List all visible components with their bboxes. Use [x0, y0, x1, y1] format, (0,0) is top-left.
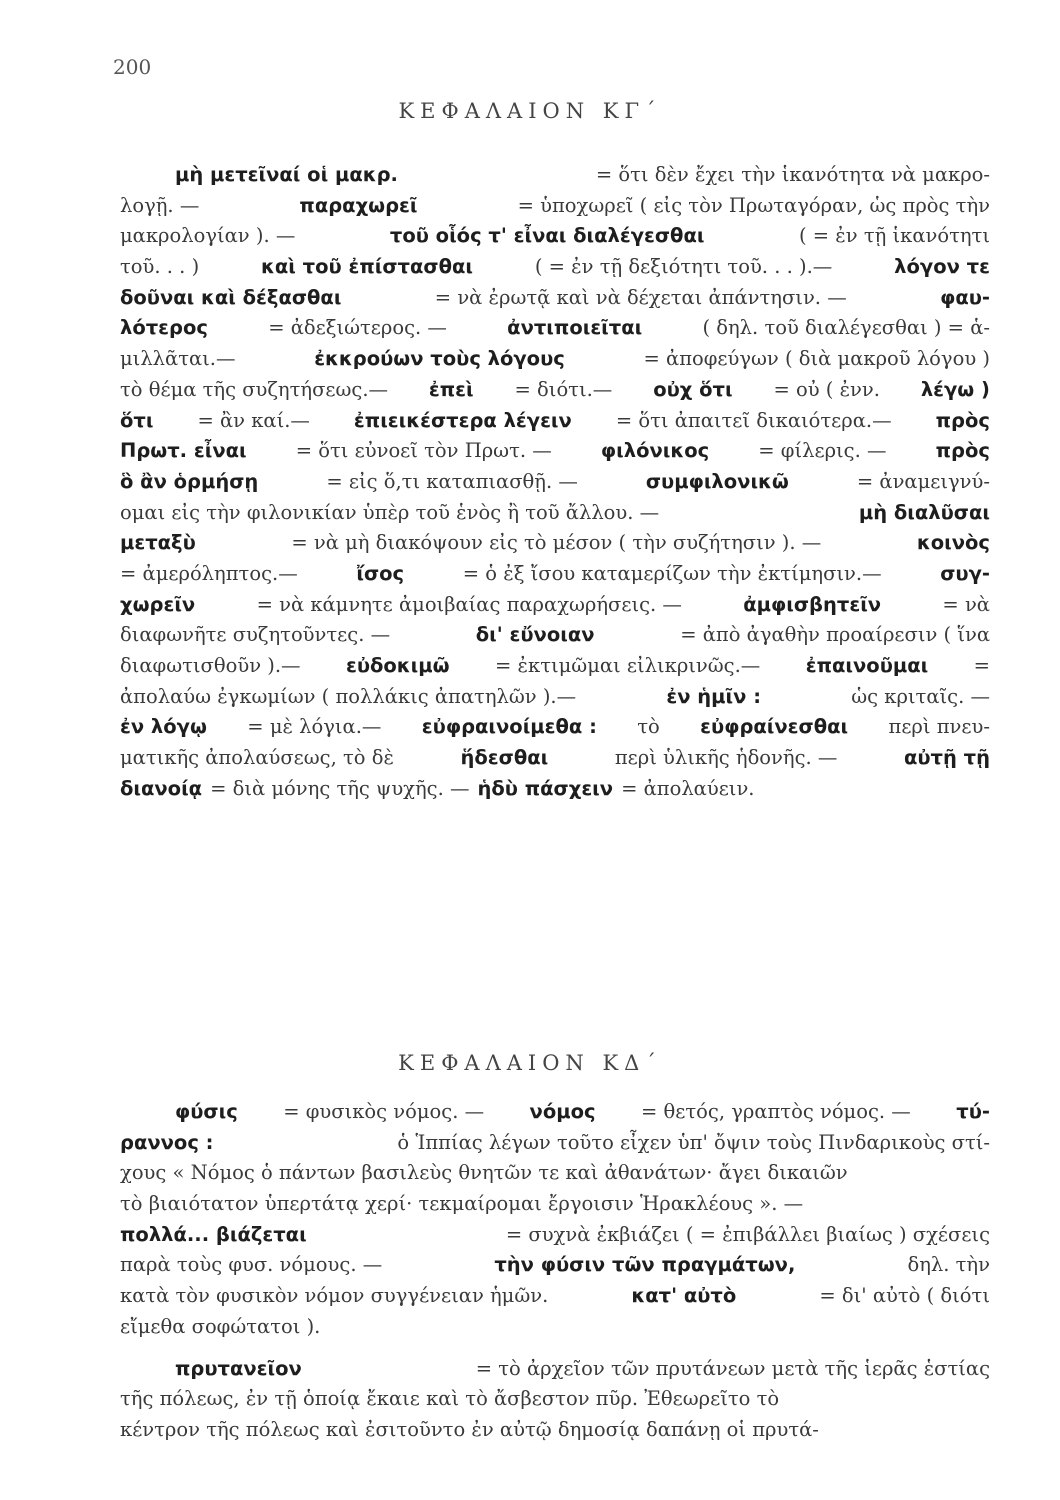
glossary-text: = ὅτι ἀπαιτεῖ δικαιότερα.—: [615, 408, 892, 432]
glossary-text: = νὰ: [942, 592, 990, 616]
glossary-text: = μὲ λόγια.—: [247, 715, 382, 739]
glossary-text: ματικῆς ἀπολαύσεως, τὸ δὲ: [120, 746, 394, 770]
glossary-term: φιλόνικος: [600, 439, 710, 463]
glossary-text: = εἰς ὅ,τι καταπιασθῇ. —: [326, 469, 578, 493]
glossary-term: λέγω ): [920, 377, 990, 401]
chapter-glossary-text: [120, 1097, 990, 1446]
text-line: [120, 620, 990, 651]
glossary-text: = ἀμερόληπτος.—: [120, 561, 298, 585]
glossary-term: διανοίᾳ: [120, 776, 203, 800]
glossary-term: ὅτι: [120, 408, 154, 432]
text-line: [120, 191, 990, 222]
glossary-term: ἀντιποιεῖται: [507, 316, 643, 340]
glossary-term: μὴ μετεῖναί οἱ μακρ.: [175, 163, 398, 186]
glossary-term: λόγον τε: [894, 255, 990, 279]
glossary-term: δι' εὔνοιαν: [475, 623, 595, 647]
glossary-text: = ὅτι εὐνοεῖ τὸν Πρωτ. —: [295, 439, 552, 463]
glossary-text: τὸ θέμα τῆς συζητήσεως.—: [120, 377, 389, 401]
glossary-text: τῆς πόλεως, ἐν τῇ ὁποίᾳ ἔκαιε καὶ τὸ ἄσβεστον πῦρ. Ἐθεωρεῖτο τὸ: [120, 1387, 780, 1411]
text-line: [120, 743, 990, 774]
text-line: [120, 1220, 990, 1251]
glossary-term: παραχωρεῖ: [299, 193, 418, 217]
glossary-text: διαφωτισθοῦν ).—: [120, 654, 301, 677]
chapter-heading: ΚΕΦΑΛΑΙΟΝ ΚΔ΄: [398, 1051, 662, 1075]
glossary-term: τὴν φύσιν τῶν πραγμάτων,: [494, 1253, 796, 1277]
text-line: [120, 252, 990, 283]
text-line: [120, 436, 990, 467]
text-line: [120, 498, 990, 529]
glossary-text: = ἀπολαύειν.: [621, 776, 755, 800]
text-line: [120, 344, 990, 375]
text-line: [120, 1158, 990, 1189]
glossary-text: ὡς κριταῖς. —: [851, 684, 990, 708]
glossary-term: ἐν λόγῳ: [120, 715, 207, 739]
glossary-text: = νὰ κάμνητε ἀμοιβαίας παραχωρήσεις. —: [256, 592, 682, 616]
glossary-term: ραννος :: [120, 1130, 214, 1154]
text-line: [120, 1250, 990, 1281]
glossary-term: νόμος: [529, 1100, 596, 1123]
glossary-term: κατ' αὐτὸ: [631, 1284, 737, 1308]
glossary-text: = νὰ ἐρωτᾷ καὶ νὰ δέχεται ἀπάντησιν. —: [434, 285, 847, 309]
text-line: [120, 1354, 990, 1385]
glossary-text: κέντρον τῆς πόλεως καὶ ἐσιτοῦντο ἐν αὐτῷ δημοσίᾳ δαπάνῃ οἱ πρυτά-: [120, 1417, 819, 1441]
glossary-text: τὸ βιαιότατον ὑπερτάτᾳ χερί· τεκμαίρομαι ἔργοισιν Ἡρακλέους ». —: [120, 1192, 804, 1216]
glossary-text: = ὁ ἐξ ἴσου καταμερίζων τὴν ἐκτίμησιν.—: [462, 561, 882, 585]
glossary-term: πρυτανεῖον: [175, 1356, 302, 1380]
glossary-text: περὶ ὑλικῆς ἡδονῆς. —: [614, 746, 838, 770]
text-line: [120, 682, 990, 713]
glossary-text: μιλλᾶται.—: [120, 347, 236, 371]
text-line: [120, 1415, 990, 1446]
glossary-term: φαυ-: [940, 285, 990, 309]
glossary-text: παρὰ τοὺς φυσ. νόμους. —: [120, 1253, 383, 1277]
glossary-text: ( = ἐν τῇ δεξιότητι τοῦ. . . ).—: [534, 255, 833, 279]
glossary-text: = συχνὰ ἐκβιάζει ( = ἐπιβάλλει βιαίως ) σχέσεις: [505, 1222, 990, 1246]
glossary-text: = ἀπὸ ἀγαθὴν προαίρεσιν ( ἵνα: [680, 623, 990, 647]
text-line: [120, 712, 990, 743]
chapter-glossary-text: [120, 160, 990, 804]
glossary-text: τοῦ. . . ): [120, 255, 200, 279]
glossary-term: ἐπιεικέστερα λέγειν: [353, 408, 572, 432]
text-line: [120, 221, 990, 252]
text-line: [120, 559, 990, 590]
glossary-text: ὁ Ἱππίας λέγων τοῦτο εἶχεν ὑπ' ὄψιν τοὺς Πινδαρικοὺς στί-: [397, 1130, 990, 1154]
glossary-text: κατὰ τὸν φυσικὸν νόμον συγγένειαν ἡμῶν.: [120, 1284, 549, 1308]
glossary-text: περὶ πνευ-: [888, 715, 990, 739]
glossary-term: ἐπαινοῦμαι: [805, 654, 929, 677]
glossary-term: εὐδοκιμῶ: [345, 654, 450, 677]
text-line: [120, 1189, 990, 1220]
glossary-term: κοινὸς: [916, 531, 990, 555]
glossary-text: = ἀναμειγνύ-: [856, 469, 990, 493]
text-line: [120, 590, 990, 621]
glossary-text: εἴμεθα σοφώτατοι ).: [120, 1314, 321, 1338]
glossary-text: δηλ. τὴν: [907, 1253, 990, 1277]
glossary-term: ἐπεὶ: [428, 377, 474, 401]
glossary-term: πρὸς: [935, 439, 990, 463]
glossary-text: διαφωνῆτε συζητοῦντες. —: [120, 623, 391, 647]
glossary-term: συμφιλονικῶ: [645, 469, 789, 493]
glossary-term: δοῦναι καὶ δέξασθαι: [120, 285, 342, 309]
text-line: [120, 651, 990, 682]
glossary-term: ἥδεσθαι: [460, 746, 549, 770]
glossary-term: τύ-: [956, 1100, 990, 1123]
glossary-term: μεταξὺ: [120, 531, 196, 555]
text-line: [120, 375, 990, 406]
glossary-term: ἐν ἡμῖν :: [666, 684, 761, 708]
glossary-term: εὐφραινοίμεθα :: [421, 715, 597, 739]
glossary-term: ἐκκρούων τοὺς λόγους: [314, 347, 565, 371]
glossary-text: = φυσικὸς νόμος. —: [283, 1100, 485, 1123]
glossary-text: τὸ: [637, 715, 660, 739]
glossary-term: εὐφραίνεσθαι: [700, 715, 849, 739]
text-line: [120, 283, 990, 314]
glossary-text: = δι' αὐτὸ ( διότι: [819, 1284, 990, 1308]
glossary-text: = ἀποφεύγων ( διὰ μακροῦ λόγου ): [643, 347, 990, 371]
glossary-term: καὶ τοῦ ἐπίστασθαι: [261, 255, 473, 279]
glossary-term: τοῦ οἷός τ' εἶναι διαλέγεσθαι: [389, 224, 705, 248]
glossary-text: = φίλερις. —: [758, 439, 887, 463]
glossary-term: ἴσος: [356, 561, 405, 585]
glossary-text: = θετός, γραπτὸς νόμος. —: [640, 1100, 911, 1123]
glossary-text: ἀπολαύω ἐγκωμίων ( πολλάκις ἀπατηλῶν ).—: [120, 684, 577, 708]
text-line: [120, 1281, 990, 1312]
glossary-term: χωρεῖν: [120, 592, 196, 616]
glossary-term: ἀμφισβητεῖν: [743, 592, 882, 616]
glossary-text: μακρολογίαν ). —: [120, 224, 296, 248]
glossary-text: λογῇ. —: [120, 193, 200, 217]
text-line: [120, 774, 990, 805]
glossary-term: αὐτῇ τῇ: [903, 746, 990, 770]
glossary-text: = νὰ μὴ διακόψουν εἰς τὸ μέσον ( τὴν συζήτησιν ). —: [291, 531, 822, 555]
text-line: [120, 406, 990, 437]
glossary-text: = διότι.—: [514, 377, 613, 401]
text-line: [120, 313, 990, 344]
text-line: [120, 467, 990, 498]
text-line: [120, 1128, 990, 1159]
glossary-text: = ὑποχωρεῖ ( εἰς τὸν Πρωταγόραν, ὡς πρὸς τὴν: [517, 193, 990, 217]
glossary-text: ( = ἐν τῇ ἱκανότητι: [798, 224, 990, 248]
glossary-term: μὴ διαλῦσαι: [858, 500, 990, 524]
glossary-text: = ἐκτιμῶμαι εἰλικρινῶς.—: [495, 654, 761, 677]
glossary-text: = ἂν καί.—: [197, 408, 310, 432]
text-line: [120, 160, 990, 191]
page-number: 200: [113, 55, 152, 79]
glossary-text: ομαι εἰς τὴν φιλονικίαν ὑπὲρ τοῦ ἑνὸς ἢ τοῦ ἄλλου. —: [120, 500, 660, 524]
glossary-term: πρὸς: [935, 408, 990, 432]
glossary-term: πολλά... βιάζεται: [120, 1222, 307, 1246]
text-line: [120, 528, 990, 559]
glossary-text: = ὅτι δὲν ἔχει τὴν ἱκανότητα νὰ μακρο-: [595, 163, 990, 186]
glossary-text: = τὸ ἀρχεῖον τῶν πρυτάνεων μετὰ τῆς ἱερᾶς ἑστίας: [475, 1356, 990, 1380]
glossary-text: ( δηλ. τοῦ διαλέγεσθαι ) = ἁ-: [702, 316, 990, 340]
glossary-text: =: [973, 654, 990, 677]
text-line: [120, 1312, 990, 1343]
glossary-term: φύσις: [175, 1100, 238, 1123]
glossary-text: = οὐ ( ἐνν.: [773, 377, 880, 401]
glossary-text: = διὰ μόνης τῆς ψυχῆς. —: [210, 776, 470, 800]
glossary-term: λότερος: [120, 316, 208, 340]
text-line: [120, 1384, 990, 1415]
text-line: [120, 1097, 990, 1128]
glossary-term: Πρωτ. εἶναι: [120, 439, 247, 463]
chapter-heading: ΚΕΦΑΛΑΙΟΝ ΚΓ΄: [398, 99, 662, 123]
glossary-text: χους « Νόμος ὁ πάντων βασιλεὺς θνητῶν τε καὶ ἀθανάτων· ἄγει δικαιῶν: [120, 1161, 848, 1185]
glossary-term: ἡδὺ πάσχειν: [477, 776, 614, 800]
glossary-text: = ἀδεξιώτερος. —: [268, 316, 447, 340]
glossary-term: οὐχ ὅτι: [653, 377, 733, 401]
glossary-term: ὃ ἂν ὁρμήσῃ: [120, 469, 259, 493]
glossary-term: συγ-: [940, 561, 990, 585]
